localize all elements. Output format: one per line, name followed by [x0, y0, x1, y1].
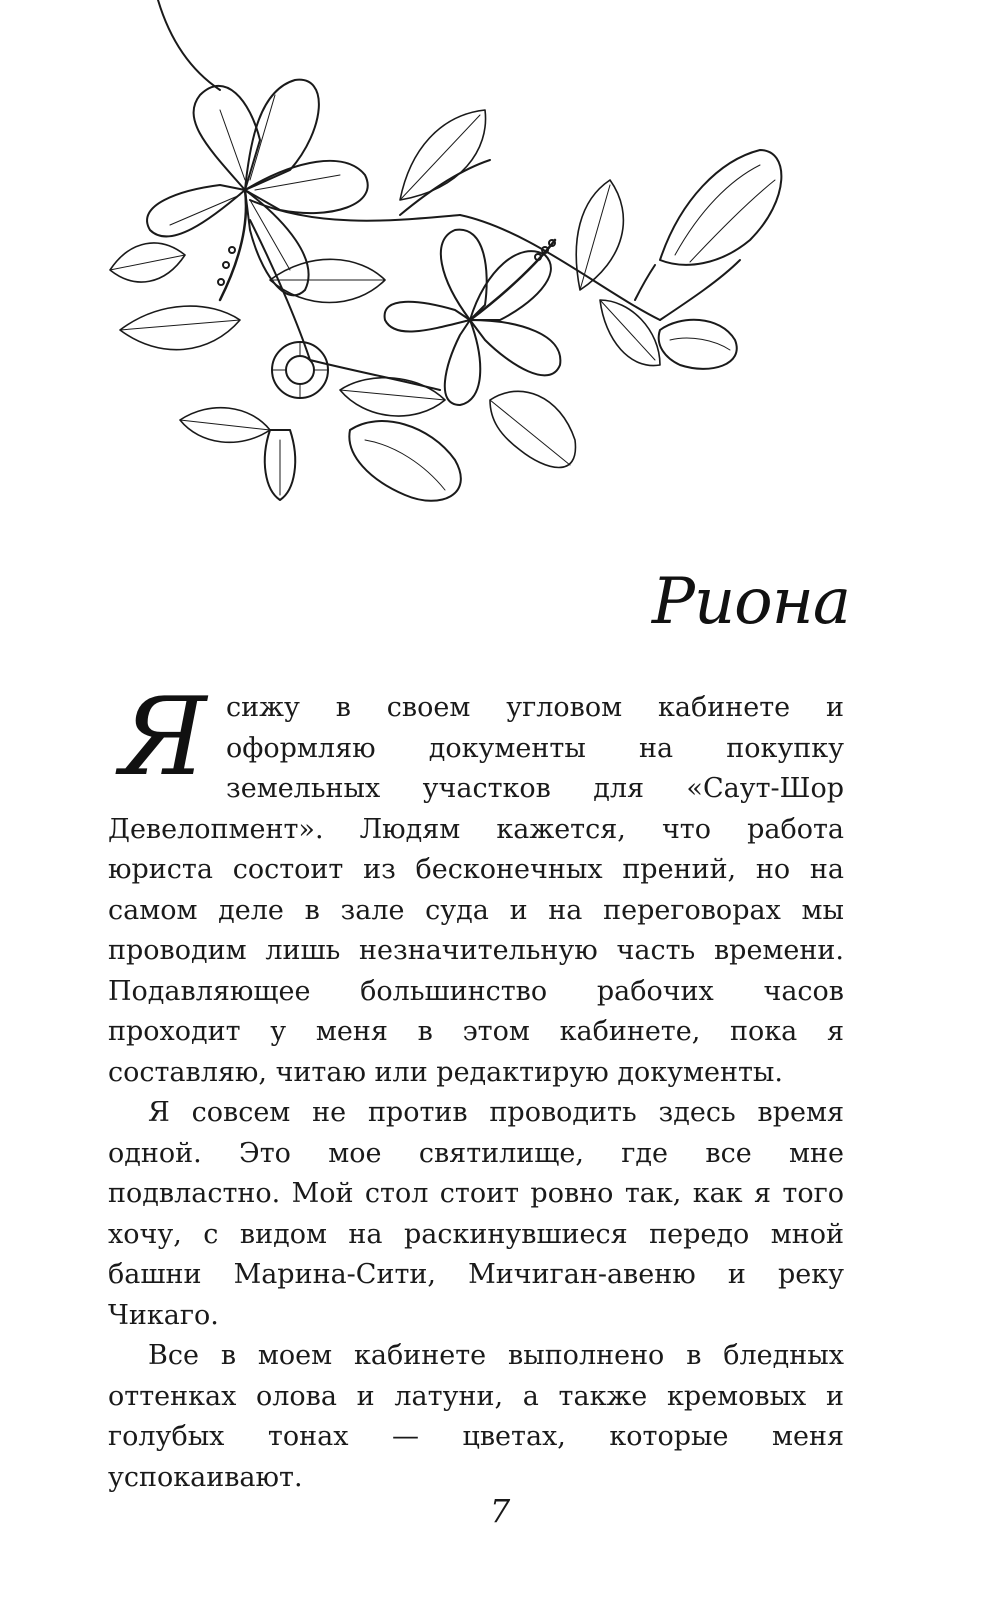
hibiscus-rosette: [272, 342, 328, 398]
paragraph-1: [108, 675, 844, 1093]
hibiscus-flower-large: [147, 80, 368, 300]
drop-cap: Я: [119, 675, 207, 800]
hibiscus-flower-center: [385, 230, 561, 405]
hibiscus-bud-lower-left: [265, 430, 295, 500]
page-number: 7: [489, 1492, 511, 1530]
chapter-title: Риона: [651, 565, 850, 639]
paragraph-1-text: сижу в своем угловом кабинете и оформляю документы на покупку земельных участков для «Саут-Шор Девелопмент». Людям кажется, что работа юриста состоит из бесконечных прений, но на самом деле в зале суда и на переговорах мы проводим лишь незначительную часть времени. Подавляющее большинство рабочих часов проходит у меня в этом кабинете, пока я составляю, читаю или редактирую документы.: [108, 692, 844, 1088]
paragraph-3: Все в моем кабинете выполнено в бледных оттенках олова и латуни, а также кремовых и голубых тонах — цветах, которые меня успокаивают.: [108, 1340, 844, 1493]
hibiscus-bud-lower: [349, 421, 460, 501]
hibiscus-bud-small: [659, 320, 737, 369]
body-text: [108, 675, 844, 1498]
paragraph-2: Я совсем не против проводить здесь время одной. Это мое святилище, где все мне подвластно. Мой стол стоит ровно так, как я того хочу, с видом на раскинувшиеся передо мной башни Марина-Сити, Мичиган-авеню и реку Чикаго.: [108, 1097, 844, 1331]
hibiscus-bud-right: [635, 150, 781, 300]
leaves: [110, 110, 660, 468]
hibiscus-branch-illustration: [100, 0, 820, 540]
